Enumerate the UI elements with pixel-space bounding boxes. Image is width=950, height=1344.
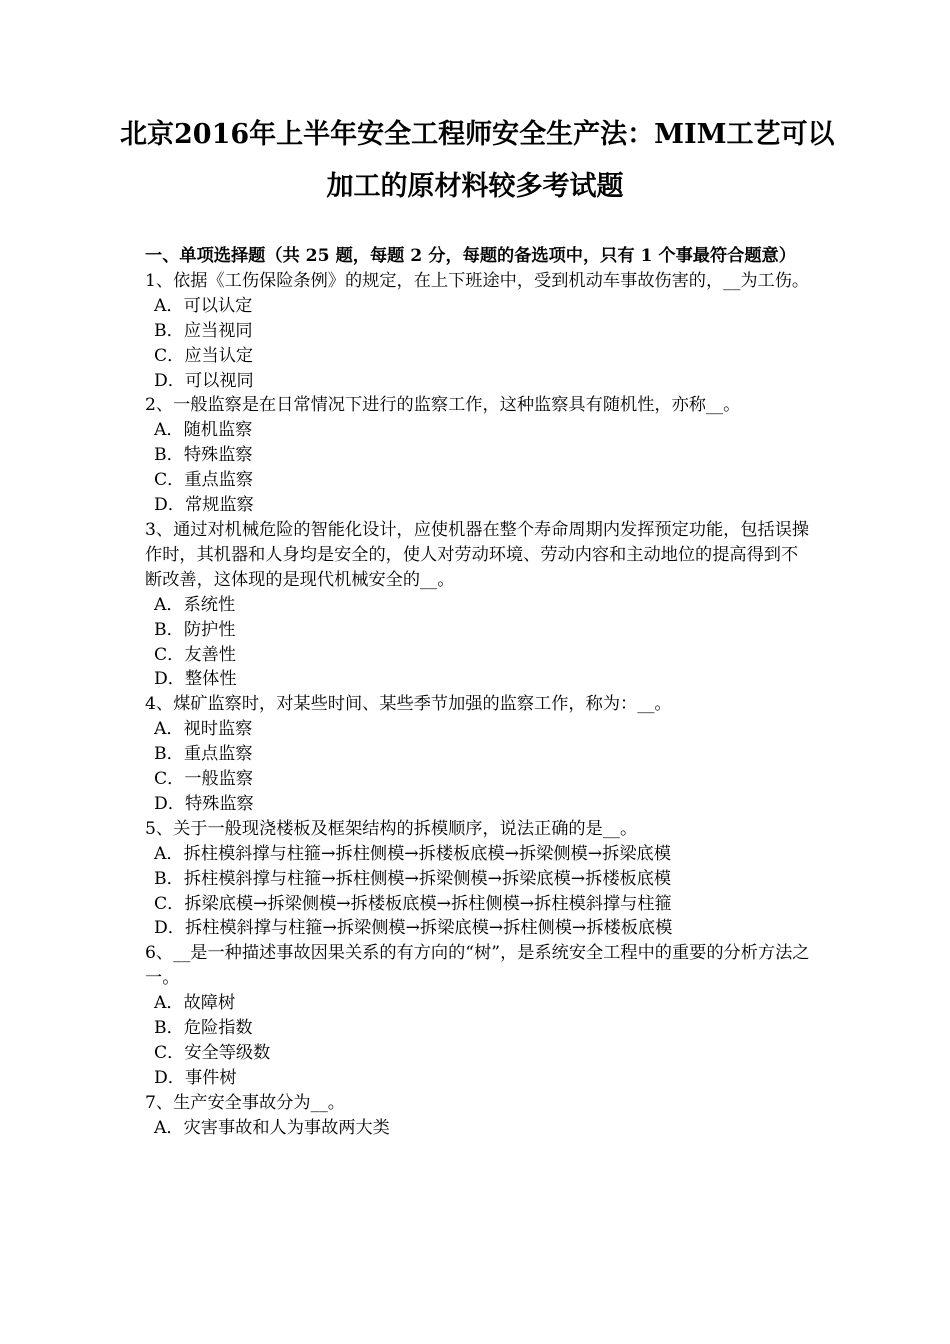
question-option: A．系统性 bbox=[154, 594, 236, 615]
question-stem: 5、关于一般现浇楼板及框架结构的拆模顺序，说法正确的是__。 bbox=[145, 818, 638, 839]
question-7 bbox=[145, 1091, 810, 1141]
document-title-line-1: 北京2016年上半年安全工程师安全生产法：MIM工艺可以 bbox=[120, 119, 835, 150]
question-stem: 4、煤矿监察时，对某些时间、某些季节加强的监察工作，称为：__。 bbox=[145, 694, 672, 715]
question-4 bbox=[145, 692, 810, 817]
question-option: A．灾害事故和人为事故两大类 bbox=[154, 1117, 390, 1138]
question-option: C．一般监察 bbox=[154, 769, 254, 790]
question-option: C．拆梁底模→拆梁侧模→拆楼板底模→拆柱侧模→拆柱模斜撑与柱箍 bbox=[154, 893, 672, 914]
question-stem: 3、通过对机械危险的智能化设计，应使机器在整个寿命周期内发挥预定功能，包括误操作时，其机器和人身均是安全的，使人对劳动环境、劳动内容和主动地位的提高得到不断改善，这体现的是现代机械安全的__。 bbox=[145, 519, 810, 590]
question-option: A．拆柱模斜撑与柱箍→拆柱侧模→拆楼板底模→拆梁侧模→拆梁底模 bbox=[154, 843, 671, 864]
question-option: C．安全等级数 bbox=[154, 1043, 271, 1063]
section-heading: 一、单项选择题（共 25 题，每题 2 分，每题的备选项中，只有 1 个事最符合题意） bbox=[145, 246, 796, 266]
document-body bbox=[145, 244, 810, 1141]
question-option: A．可以认定 bbox=[154, 295, 253, 316]
question-stem: 6、__是一种描述事故因果关系的有方向的“树”，是系统安全工程中的重要的分析方法之一。 bbox=[145, 943, 810, 989]
question-option: D．事件树 bbox=[154, 1067, 237, 1088]
question-option: C．应当认定 bbox=[154, 345, 254, 366]
question-option: B．拆柱模斜撑与柱箍→拆柱侧模→拆梁侧模→拆梁底模→拆楼板底模 bbox=[154, 868, 672, 889]
question-option: A．故障树 bbox=[154, 993, 236, 1014]
question-1 bbox=[145, 269, 810, 394]
question-option: B．重点监察 bbox=[154, 744, 253, 765]
question-option: D．整体性 bbox=[154, 669, 237, 690]
question-option: B．应当视同 bbox=[154, 320, 253, 341]
question-option: D．可以视同 bbox=[154, 370, 254, 391]
question-option: B．危险指数 bbox=[154, 1018, 253, 1039]
question-option: C．友善性 bbox=[154, 644, 236, 665]
question-option: B．特殊监察 bbox=[154, 445, 253, 466]
question-option: D．特殊监察 bbox=[154, 793, 254, 814]
question-option: C．重点监察 bbox=[154, 470, 254, 491]
question-option: D．常规监察 bbox=[154, 495, 254, 516]
question-stem: 7、生产安全事故分为__。 bbox=[145, 1092, 345, 1113]
question-2 bbox=[145, 393, 810, 518]
question-option: A．视时监察 bbox=[154, 719, 253, 740]
question-6 bbox=[145, 941, 810, 1090]
question-3 bbox=[145, 518, 810, 692]
question-option: D．拆柱模斜撑与柱箍→拆梁侧模→拆梁底模→拆柱侧模→拆楼板底模 bbox=[154, 918, 673, 939]
question-stem: 1、依据《工伤保险条例》的规定，在上下班途中，受到机动车事故伤害的，__为工伤。 bbox=[145, 270, 810, 291]
question-5 bbox=[145, 817, 810, 942]
question-stem: 2、一般监察是在日常情况下进行的监察工作，这种监察具有随机性，亦称__。 bbox=[145, 395, 741, 416]
question-option: B．防护性 bbox=[154, 619, 236, 640]
question-option: A．随机监察 bbox=[154, 420, 253, 441]
document-title-line-2: 加工的原材料较多考试题 bbox=[326, 171, 624, 202]
